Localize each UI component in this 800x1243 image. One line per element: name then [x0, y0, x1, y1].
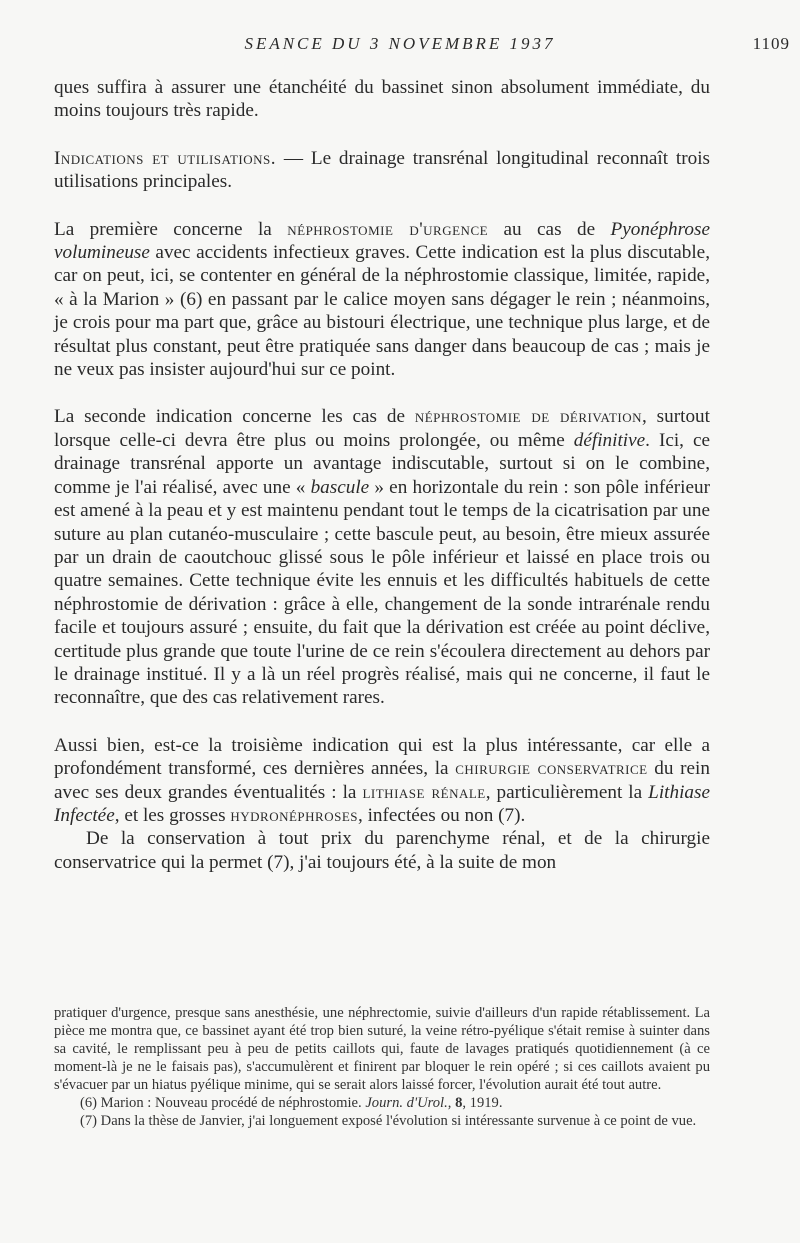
- footnote-6: [54, 1094, 710, 1112]
- p3-t3: avec accidents infectieux graves. Cette indication est la plus discutable, car on peut, ici, se contenter en général de la néphrostomie classique, limitée, rapide, « à la Marion » (6) en passant par le calice moyen sans dégager le rein ; néanmoins, je crois pour ma part que, grâce au bistouri électrique, une technique plus large, et de résultat plus constant, peut être pratiquée sans danger dans beaucoup de cas ; mais je ne veux pas insister aujourd'hui sur ce point.: [54, 242, 710, 381]
- p4-italic-2: bascule: [310, 476, 370, 498]
- paragraph-5: [54, 734, 710, 828]
- paragraph-6: [54, 827, 710, 874]
- p5-smallcaps-3: hydronéphroses: [230, 804, 358, 826]
- p5-italic-1: Lithiase Infectée: [54, 781, 710, 826]
- p4-t3: . Ici, ce drainage transrénal apporte un avantage indiscutable, surtout si on le combine, comme je l'ai réalisé, avec une «: [54, 429, 710, 498]
- paragraph-2: [54, 147, 710, 194]
- fn6-t2: ,: [447, 1095, 456, 1111]
- p4-t2: , surtout lorsque celle-ci devra être plus ou moins prolongée, ou même: [54, 406, 710, 451]
- p3-t1: La première concerne la: [54, 218, 288, 240]
- p5-t5: , infectées ou non (7).: [358, 804, 526, 826]
- footnote-7-text: (7) Dans la thèse de Janvier, j'ai longuement exposé l'évolution si intéressante survenue à ce point de vue.: [80, 1113, 697, 1129]
- p4-t4: » en horizontale du rein : son pôle inférieur est amené à la peau et y est maintenu pendant tout le temps de la cicatrisation par une suture au plan cutanéo-musculaire ; cette bascule peut, au besoin, être mieux assurée par un drain de caoutchouc glissé sous le pôle inférieur et laissé en place trois ou quatre semaines. Cette technique évite les ennuis et les difficultés habituels de cette néphrostomie de dérivation : grâce à elle, changement de la sonde intrarénale rendu facile et toujours assuré ; ensuite, du fait que la dérivation est créée au point déclive, certitude plus grande que toute l'urine de ce rein s'écoulera directement au dehors par le drainage institué. Il y a là un réel progrès réalisé, mais qui ne concerne, il faut le reconnaître, que des cas relativement rares.: [54, 476, 710, 709]
- p4-smallcaps-1: néphrostomie de dérivation: [414, 406, 643, 428]
- p5-t3: , particulièrement la: [485, 781, 649, 803]
- section-heading-indications: Indications et utilisations.: [54, 147, 277, 169]
- p3-smallcaps-1: néphrostomie d'urgence: [287, 218, 489, 240]
- fn6-t1: (6) Marion : Nouveau procédé de néphrostomie.: [80, 1095, 366, 1111]
- p5-t1: Aussi bien, est-ce la troisième indication qui est la plus intéressante, car elle a profondément transformé, ces dernières années, la: [54, 734, 710, 780]
- p4-italic-1: définitive: [573, 429, 646, 451]
- p5-t4: , et les grosses: [114, 804, 231, 826]
- footnote-7: [54, 1112, 710, 1130]
- paragraph-4: [54, 405, 710, 709]
- body-text: [54, 76, 710, 874]
- p3-italic-1: Pyonéphrose volumineuse: [54, 218, 710, 264]
- running-head: [0, 34, 800, 58]
- p4-t1: La seconde indication concerne les cas de: [54, 406, 415, 428]
- paragraph-6-text: De la conservation à tout prix du parenchyme rénal, et de la chirurgie conservatrice qui la permet (7), j'ai toujours été, à la suite de mon: [54, 828, 710, 873]
- p5-t2: du rein avec ses deux grandes éventualités : la: [54, 758, 710, 803]
- running-head-title: SEANCE DU 3 NOVEMBRE 1937: [244, 34, 556, 53]
- footnote-continuation-text: pratiquer d'urgence, presque sans anesthésie, une néphrectomie, suivie d'ailleurs d'un rapide rétablissement. La pièce me montra que, ce bassinet ayant été trop bien suturé, la veine rétro-pyélique s'était remise à suinter dans sa cavité, le remplissant peu à peu de petits caillots qui, faute de lavages pratiqués quotidiennement (à ce moment-là je ne le faisais pas), s'accumulèrent et finirent par bloquer le rein opéré ; si ces caillots avaient pu s'évacuer par un hiatus pyélique minime, qui se serait alors laissé forcer, l'évolution aurait été tout autre.: [54, 1005, 710, 1093]
- p3-t2: au cas de: [488, 218, 611, 240]
- paragraph-3: [54, 218, 710, 382]
- p5-smallcaps-1: chirurgie conservatrice: [455, 758, 648, 780]
- fn6-volume: 8: [455, 1095, 463, 1111]
- page-number: 1109: [752, 34, 790, 53]
- footnotes: [54, 1004, 710, 1130]
- p5-smallcaps-2: lithiase rénale: [362, 781, 486, 803]
- paragraph-2-text: — Le drainage transrénal longitudinal reconnaît trois utilisations principales.: [54, 147, 710, 193]
- paragraph-1: [54, 76, 710, 123]
- fn6-journal: Journ. d'Urol.: [365, 1095, 448, 1111]
- fn6-t3: , 1919.: [462, 1095, 503, 1111]
- footnote-continuation: [54, 1004, 710, 1094]
- paragraph-1-text: ques suffira à assurer une étanchéité du bassinet sinon absolument immédiate, du moins toujours très rapide.: [54, 77, 710, 122]
